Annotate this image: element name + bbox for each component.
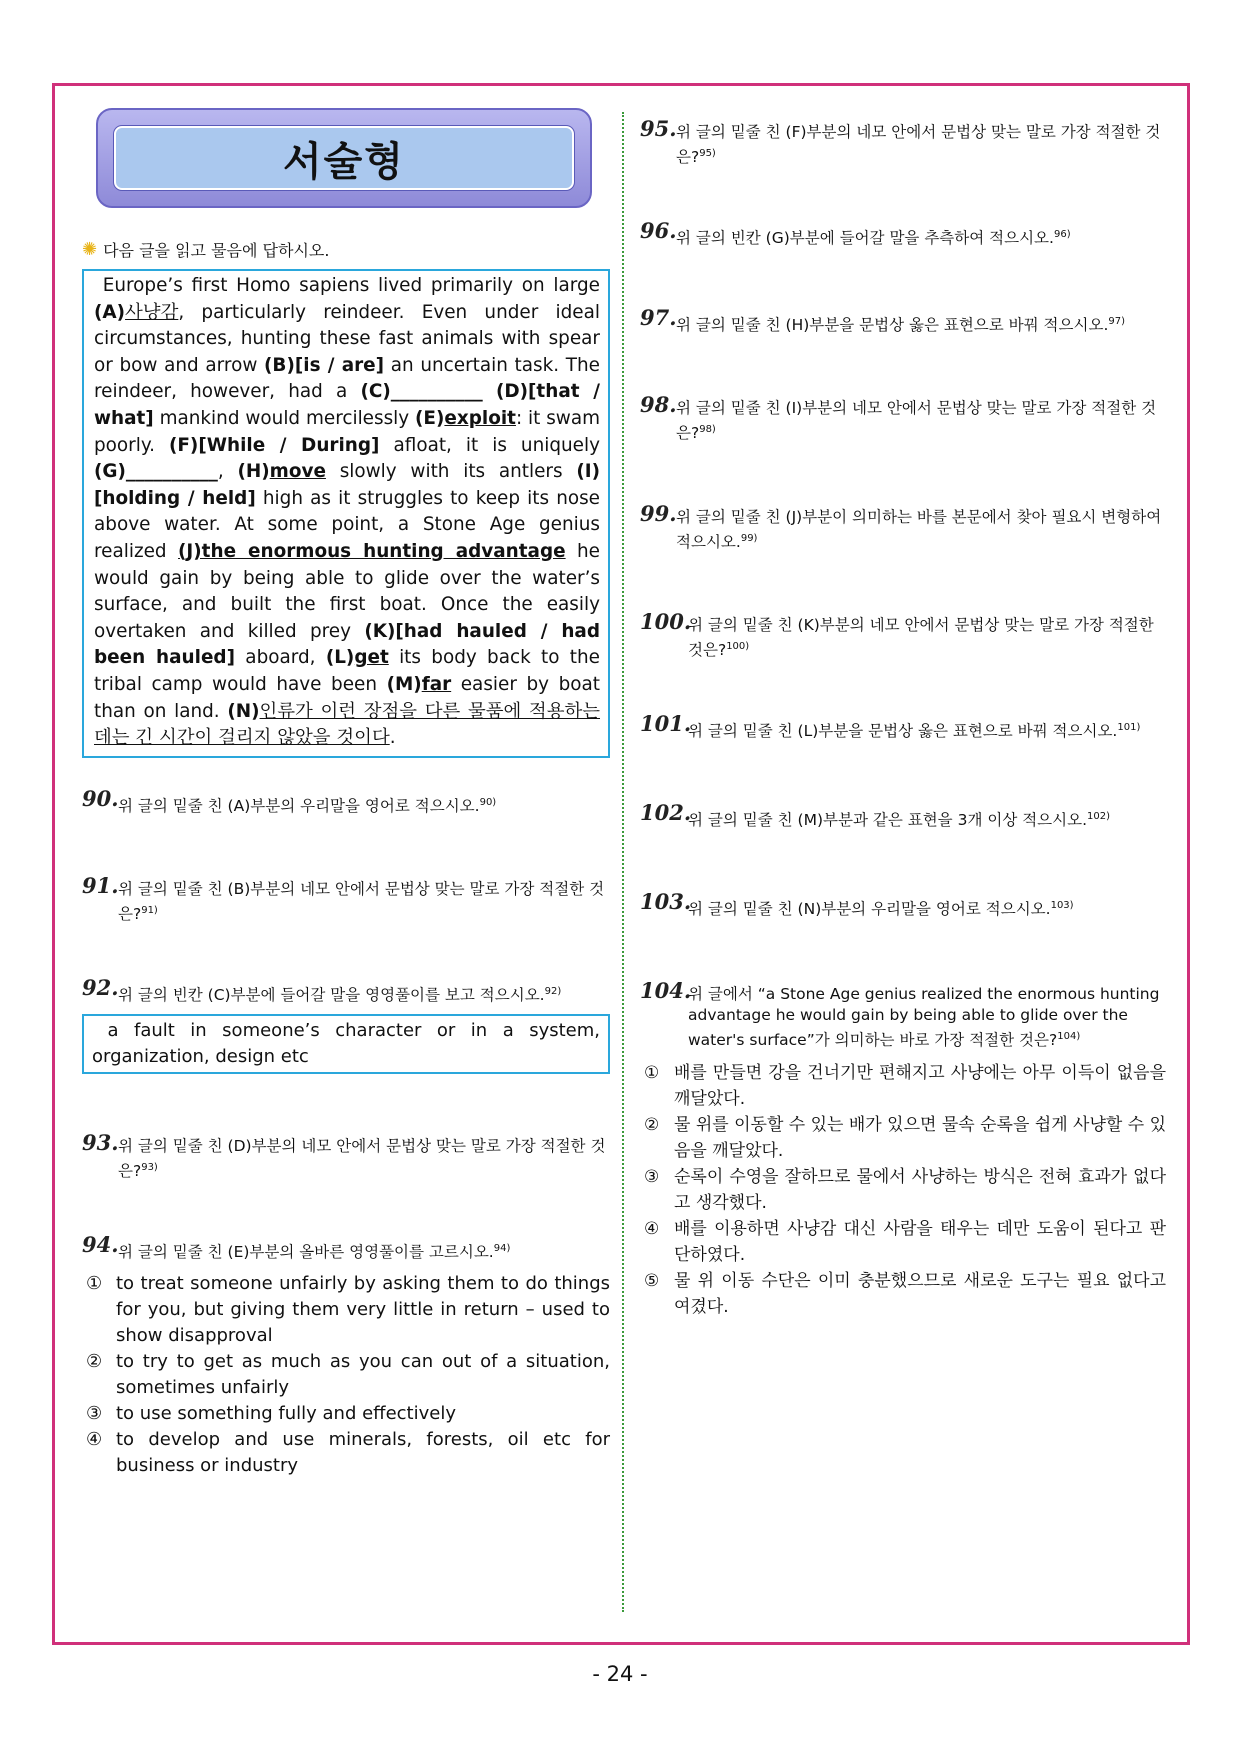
option-item[interactable] <box>640 1164 1166 1216</box>
question-text: 위 글에서 “a Stone Age genius realized the enormous hunting advantage he would gain by being able to glide over the water's surface”가 의미하는 바로 가장 적절한 것은? <box>688 985 1160 1050</box>
question-93 <box>82 1130 610 1182</box>
question-number: 95. <box>640 116 677 141</box>
question-number: 93. <box>82 1130 119 1156</box>
question-number: 94. <box>82 1232 119 1258</box>
passage-text: its body back to the tribal camp would have been <box>94 647 600 695</box>
column-divider <box>622 112 624 1612</box>
passage-text: : it swam poorly. <box>94 407 601 456</box>
option-text: to try to get as much as you can out of a situation, sometimes unfairly <box>116 1351 610 1399</box>
choice-d: (D)[that / what] <box>94 381 600 429</box>
footnote-ref: 91) <box>141 904 158 916</box>
footnote-ref: 100) <box>726 640 750 652</box>
question-text: 위 글의 밑줄 친 (J)부분이 의미하는 바를 본문에서 찾아 필요시 변형하여 적으시오. <box>676 507 1162 551</box>
passage-text: Europe’s first Homo sapiens lived primarily on large <box>102 275 600 296</box>
passage-text: , particularly reindeer. Even under ideal circumstances, hunting these fast animals with spear or bow and arrow <box>94 301 600 376</box>
question-100 <box>640 608 1166 661</box>
option-item[interactable] <box>640 1112 1166 1164</box>
definition-box <box>82 1014 610 1074</box>
question-101 <box>640 710 1166 742</box>
underline-m: far <box>421 673 452 695</box>
question-number: 96. <box>640 218 677 244</box>
question-text: 위 글의 밑줄 친 (D)부분의 네모 안에서 문법상 맞는 말로 가장 적절한 것은? <box>118 1137 606 1181</box>
passage-text: slowly with its antlers <box>325 461 577 483</box>
question-text: 위 글의 밑줄 친 (B)부분의 네모 안에서 문법상 맞는 말로 가장 적절한 것은? <box>118 879 605 923</box>
option-item[interactable] <box>82 1271 610 1349</box>
underline-j: (J)the enormous hunting advantage <box>178 540 566 562</box>
question-text: 위 글의 밑줄 친 (F)부분의 네모 안에서 문법상 맞는 말로 가장 적절한 것은? <box>676 123 1161 167</box>
footnote-ref: 101) <box>1117 721 1141 733</box>
question-96 <box>640 218 1166 249</box>
footnote-ref: 103) <box>1050 900 1074 912</box>
option-text: 순록이 수영을 잘하므로 물에서 사냥하는 방식은 전혀 효과가 없다고 생각했다. <box>674 1166 1166 1213</box>
footnote-ref: 95) <box>699 148 716 159</box>
question-text: 위 글의 밑줄 친 (N)부분의 우리말을 영어로 적으시오. <box>688 900 1051 919</box>
question-text: 위 글의 밑줄 친 (I)부분의 네모 안에서 문법상 맞는 말로 가장 적절한 것은? <box>676 399 1157 443</box>
option-mark: ② <box>86 1351 103 1373</box>
option-mark: ④ <box>644 1218 660 1239</box>
passage-text: high as it struggles to keep its nose above water. At some point, a Stone Age genius realized <box>94 487 600 562</box>
option-item[interactable] <box>82 1349 610 1401</box>
question-text: 위 글의 밑줄 친 (K)부분의 네모 안에서 문법상 맞는 말로 가장 적절한 것은? <box>688 615 1154 659</box>
passage-text: , <box>217 461 238 483</box>
page-number: - 24 - <box>592 1662 648 1686</box>
blank-g: (G)__________ <box>94 461 218 483</box>
passage-text: mankind would mercilessly <box>153 407 416 429</box>
footnote-ref: 104) <box>1057 1031 1081 1043</box>
option-item[interactable] <box>82 1401 610 1427</box>
passage-text: an uncertain task. The reindeer, however, had a <box>94 354 600 403</box>
question-98 <box>640 392 1166 444</box>
choice-i: (I)[holding / held] <box>94 461 600 509</box>
underline-h: move <box>269 461 326 483</box>
question-number: 91. <box>82 872 119 898</box>
options-94 <box>82 1271 610 1479</box>
title-banner <box>96 108 592 208</box>
question-97 <box>640 305 1166 336</box>
footnote-ref: 96) <box>1053 229 1071 241</box>
passage-text: he would gain by being able to glide over the water’s surface, and built the first boat. Once the easily overtaken and killed prey <box>94 540 600 642</box>
option-item[interactable] <box>640 1216 1166 1268</box>
page-title: 서술형 <box>283 138 405 185</box>
left-column <box>82 108 610 1479</box>
question-number: 101. <box>640 710 692 736</box>
blank-a: 사냥감 <box>125 301 179 323</box>
question-99 <box>640 500 1166 553</box>
question-text: 위 글의 밑줄 친 (A)부분의 우리말을 영어로 적으시오. <box>118 796 480 815</box>
footnote-ref: 99) <box>740 532 758 544</box>
option-text: 배를 이용하면 사냥감 대신 사람을 태우는 데만 도움이 된다고 판단하였다. <box>674 1218 1166 1265</box>
blank-c: (C)__________ <box>360 381 483 403</box>
definition-text: a fault in someone’s character or in a system, organization, design etc <box>92 1020 600 1068</box>
question-90 <box>82 785 610 817</box>
choice-f: (F)[While / During] <box>168 434 380 456</box>
option-text: 배를 만들면 강을 건너기만 편해지고 사냥에는 아무 이득이 없음을 깨달았다. <box>674 1062 1166 1109</box>
question-number: 90. <box>82 785 119 811</box>
footnote-ref: 92) <box>544 986 562 997</box>
footnote-ref: 98) <box>699 424 716 436</box>
instruction-text: 다음 글을 읽고 물음에 답하시오. <box>103 241 330 260</box>
question-number: 92. <box>82 975 119 1000</box>
question-number: 97. <box>640 305 677 331</box>
footnote-ref: 97) <box>1108 316 1126 328</box>
question-number: 98. <box>640 392 677 418</box>
question-103 <box>640 889 1166 920</box>
question-91 <box>82 872 610 925</box>
option-mark: ① <box>644 1062 660 1083</box>
option-text: 물 위를 이동할 수 있는 배가 있으면 물속 순록을 쉽게 사냥할 수 있음을 깨달았다. <box>674 1114 1166 1161</box>
underline-l: get <box>354 647 389 669</box>
instruction <box>82 238 610 261</box>
question-number: 104. <box>640 978 692 1004</box>
option-text: to treat someone unfairly by asking them to do things for you, but giving them very little in return – used to show disapproval <box>116 1273 610 1347</box>
option-mark: ④ <box>86 1429 103 1451</box>
question-number: 102. <box>640 800 692 826</box>
footnote-ref: 90) <box>479 796 497 808</box>
passage-text: easier by boat than on land. <box>94 673 600 722</box>
option-text: 물 위 이동 수단은 이미 충분했으므로 새로운 도구는 필요 없다고 여겼다. <box>674 1270 1166 1317</box>
option-mark: ① <box>86 1273 103 1295</box>
question-104 <box>640 978 1166 1051</box>
option-item[interactable] <box>640 1060 1166 1112</box>
question-text: 위 글의 빈칸 (G)부분에 들어갈 말을 추측하여 적으시오. <box>676 229 1054 248</box>
options-104 <box>640 1060 1166 1320</box>
passage-box <box>82 269 610 758</box>
option-item[interactable] <box>82 1427 610 1479</box>
underline-e: exploit <box>444 407 516 429</box>
question-102 <box>640 800 1166 831</box>
label-a: (A) <box>94 301 126 323</box>
label-l: (L) <box>325 647 355 669</box>
question-text: 위 글의 밑줄 친 (H)부분을 문법상 옳은 표현으로 바꿔 적으시오. <box>676 316 1109 335</box>
footnote-ref: 93) <box>141 1162 158 1174</box>
option-item[interactable] <box>640 1268 1166 1320</box>
question-95 <box>640 116 1166 168</box>
passage-text <box>483 381 496 402</box>
footnote-ref: 102) <box>1087 811 1111 823</box>
question-text: 위 글의 밑줄 친 (E)부분의 올바른 영영풀이를 고르시오. <box>118 1243 494 1262</box>
flower-icon: ✺ <box>82 239 98 260</box>
option-mark: ② <box>644 1114 660 1135</box>
label-h: (H) <box>237 461 270 483</box>
passage-text: aboard, <box>235 647 326 669</box>
passage-text: afloat, it is uniquely <box>379 434 600 456</box>
question-number: 100. <box>640 608 692 634</box>
option-text: to develop and use minerals, forests, oil etc for business or industry <box>116 1429 610 1477</box>
option-mark: ⑤ <box>644 1270 660 1291</box>
question-text: 위 글의 밑줄 친 (M)부분과 같은 표현을 3개 이상 적으시오. <box>688 811 1088 830</box>
right-column <box>640 108 1166 1320</box>
question-94 <box>82 1232 610 1263</box>
question-number: 103. <box>640 889 692 915</box>
choice-k: (K)[had hauled / had been hauled] <box>94 620 601 669</box>
underline-n: 인류가 이런 장점을 다른 물품에 적용하는 데는 긴 시간이 걸리지 않았을 것이다 <box>94 700 600 749</box>
footnote-ref: 94) <box>493 1243 511 1255</box>
title-inner <box>114 126 574 190</box>
label-n: (N) <box>227 700 260 722</box>
label-m: (M) <box>386 673 422 695</box>
option-mark: ③ <box>644 1166 660 1187</box>
passage-text: . <box>389 727 396 749</box>
question-text: 위 글의 밑줄 친 (L)부분을 문법상 옳은 표현으로 바꿔 적으시오. <box>688 722 1118 741</box>
option-text: to use something fully and effectively <box>116 1403 456 1425</box>
question-92 <box>82 975 610 1006</box>
label-e: (E) <box>415 407 445 429</box>
question-text: 위 글의 빈칸 (C)부분에 들어갈 말을 영영풀이를 보고 적으시오. <box>118 986 545 1005</box>
question-number: 99. <box>640 500 677 526</box>
choice-b: (B)[is / are] <box>264 354 385 376</box>
option-mark: ③ <box>86 1403 103 1425</box>
